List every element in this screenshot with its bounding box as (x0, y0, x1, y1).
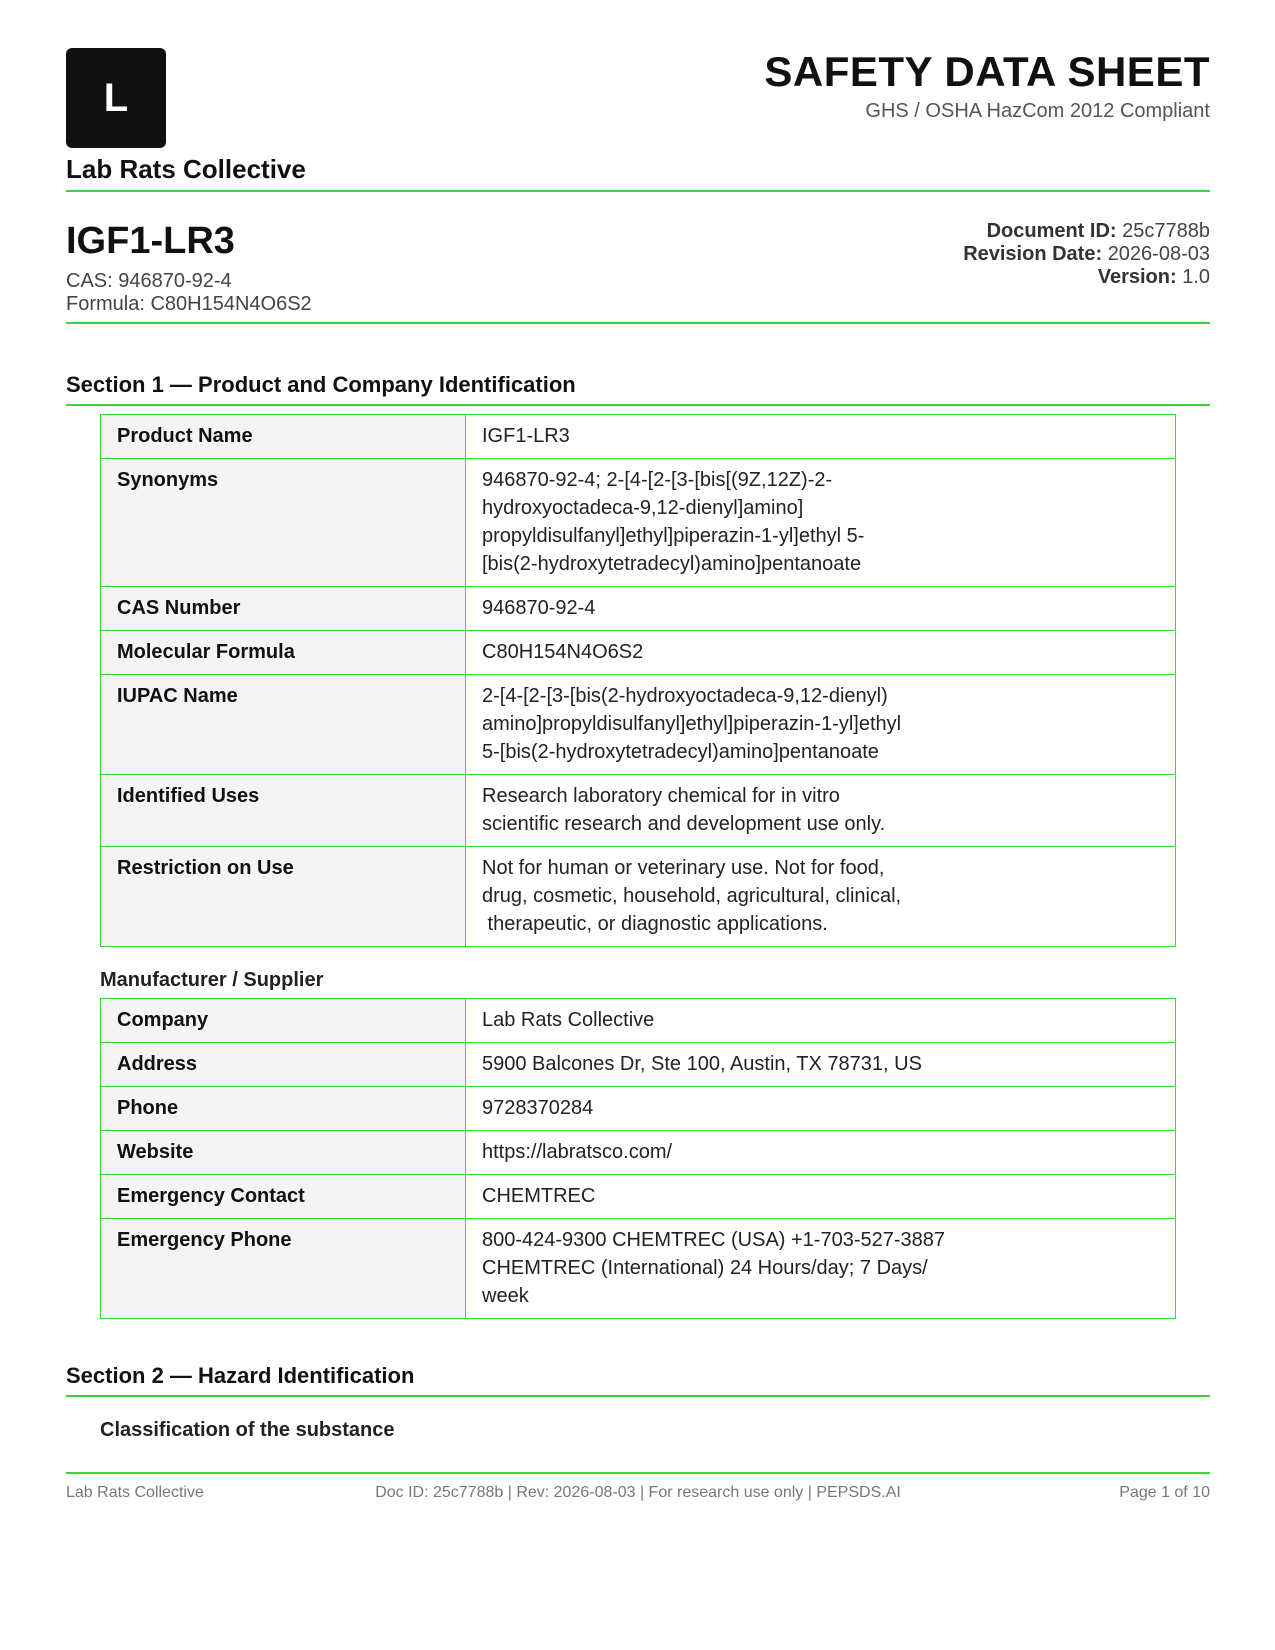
table-row (101, 1219, 1176, 1319)
document-subtitle: GHS / OSHA HazCom 2012 Compliant (865, 100, 1210, 122)
revision-date: Revision Date: 2026-08-03 (963, 243, 1210, 265)
sds-page (66, 48, 1210, 1448)
company-logo: L (66, 48, 166, 148)
product-formula: Formula: C80H154N4O6S2 (66, 293, 312, 315)
table-row (101, 675, 1176, 775)
table-row (101, 1175, 1176, 1219)
row-value: CHEMTREC (466, 1175, 1176, 1219)
footer-company: Lab Rats Collective (66, 1484, 204, 1501)
identification-table (100, 414, 1176, 947)
product-name: IGF1-LR3 (66, 220, 235, 262)
row-value: Research laboratory chemical for in vitro scientific research and development use only. (466, 775, 1176, 847)
table-row (101, 1087, 1176, 1131)
manufacturer-table (100, 998, 1176, 1319)
footer-doc-info: Doc ID: 25c7788b | Rev: 2026-08-03 | For research use only | PEPSDS.AI (375, 1484, 901, 1501)
table-row (101, 459, 1176, 587)
table-row (101, 587, 1176, 631)
footer-page-number: Page 1 of 10 (1119, 1484, 1210, 1501)
row-label: Emergency Phone (101, 1219, 466, 1319)
website-link[interactable]: https://labratsco.com/ (466, 1131, 1176, 1175)
table-row (101, 775, 1176, 847)
document-title: SAFETY DATA SHEET (764, 48, 1210, 95)
row-label: IUPAC Name (101, 675, 466, 775)
row-label: Website (101, 1131, 466, 1175)
document-meta (963, 220, 1210, 289)
row-value: 2-[4-[2-[3-[bis(2-hydroxyoctadeca-9,12-dienyl) amino]propyldisulfanyl]ethyl]piperazin-1-yl]ethyl 5-[bis(2-hydroxytetradecyl)amino]pentanoate (466, 675, 1176, 775)
product-divider (66, 322, 1210, 324)
company-name: Lab Rats Collective (66, 154, 306, 184)
row-label: CAS Number (101, 587, 466, 631)
table-row (101, 847, 1176, 947)
table-row (101, 1043, 1176, 1087)
table-row (101, 1131, 1176, 1175)
page-footer (66, 1472, 1210, 1514)
row-label: Address (101, 1043, 466, 1087)
section-1-title: Section 1 — Product and Company Identification (66, 372, 1210, 406)
product-summary (66, 192, 1210, 322)
row-label: Restriction on Use (101, 847, 466, 947)
row-value: 5900 Balcones Dr, Ste 100, Austin, TX 78731, US (466, 1043, 1176, 1087)
document-id: Document ID: 25c7788b (986, 220, 1210, 242)
version: Version: 1.0 (1097, 266, 1210, 288)
section-2-title: Section 2 — Hazard Identification (66, 1363, 1210, 1397)
row-value: 946870-92-4 (466, 587, 1176, 631)
row-label: Identified Uses (101, 775, 466, 847)
row-label: Synonyms (101, 459, 466, 587)
table-row (101, 999, 1176, 1043)
row-label: Molecular Formula (101, 631, 466, 675)
row-value: IGF1-LR3 (466, 415, 1176, 459)
table-row (101, 415, 1176, 459)
row-value: Lab Rats Collective (466, 999, 1176, 1043)
row-value: Not for human or veterinary use. Not for food, drug, cosmetic, household, agricultural, clinical, therapeutic, or diagnostic applications. (466, 847, 1176, 947)
row-label: Phone (101, 1087, 466, 1131)
row-label: Product Name (101, 415, 466, 459)
row-label: Company (101, 999, 466, 1043)
document-header (66, 48, 1210, 190)
row-label: Emergency Contact (101, 1175, 466, 1219)
row-value: 946870-92-4; 2-[4-[2-[3-[bis[(9Z,12Z)-2- hydroxyoctadeca-9,12-dienyl]amino] propyldisulfanyl]ethyl]piperazin-1-yl]ethyl 5- [bis(2-hydroxytetradecyl)amino]pentanoate (466, 459, 1176, 587)
table-row (101, 631, 1176, 675)
row-value: C80H154N4O6S2 (466, 631, 1176, 675)
manufacturer-title: Manufacturer / Supplier (100, 969, 324, 991)
row-value: 800-424-9300 CHEMTREC (USA) +1-703-527-3887 CHEMTREC (International) 24 Hours/day; 7 Days/ week (466, 1219, 1176, 1319)
row-value: 9728370284 (466, 1087, 1176, 1131)
classification-title: Classification of the substance (100, 1419, 395, 1441)
product-cas: CAS: 946870-92-4 (66, 270, 232, 292)
